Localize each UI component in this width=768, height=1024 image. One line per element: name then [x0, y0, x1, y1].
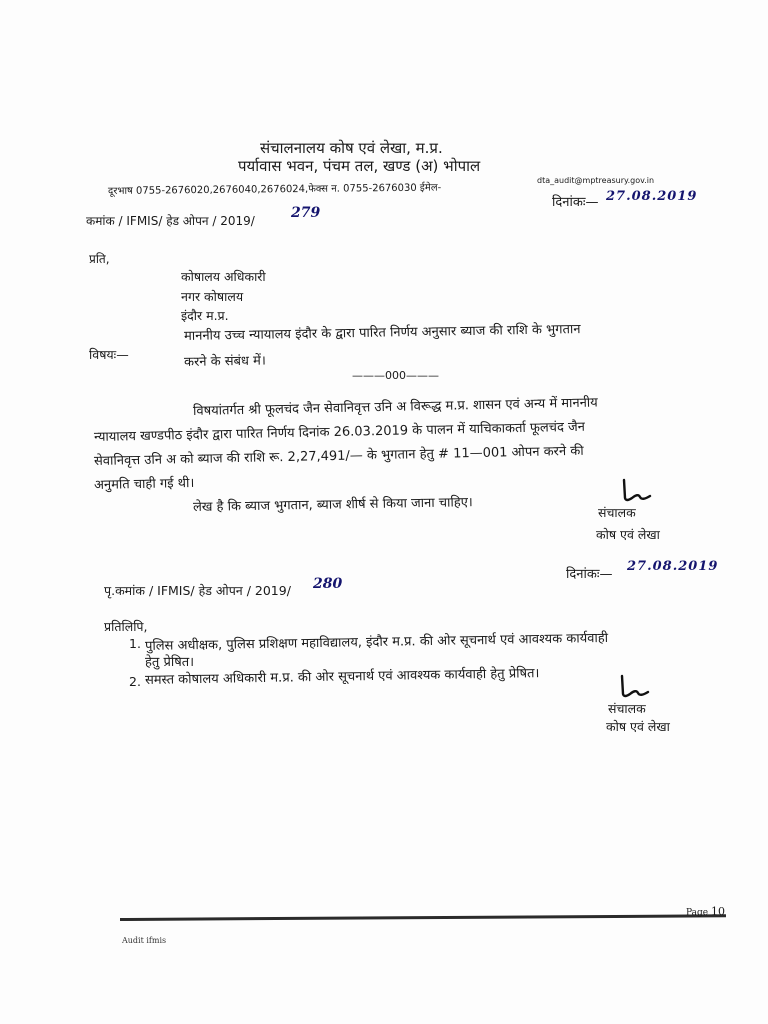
- letter-reference-number: 279: [291, 205, 321, 221]
- recipient-line: नगर कोषालय: [181, 289, 244, 304]
- body-line: अनुमति चाही गई थी।: [93, 475, 195, 493]
- subject-label: विषयः—: [89, 347, 129, 362]
- body-line: न्यायालय खण्डपीठ इंदौर द्वारा पारित निर्णय दिनांक 26.03.2019 के पालन में याचिकाकर्ता फूलचंद जैन: [93, 419, 586, 445]
- copy-label: प्रतिलिपि,: [104, 619, 148, 634]
- copy-item-line: पुलिस अधीक्षक, पुलिस प्रशिक्षण महाविद्यालय, इंदौर म.प्र. की ओर सूचनार्थ एवं आवश्यक कार्यवाही: [144, 630, 609, 654]
- page-number-value: 10: [710, 905, 725, 918]
- copy-item-number: 2.: [129, 674, 141, 689]
- recipient-line: इंदौर म.प्र.: [181, 308, 229, 323]
- contact-line: दूरभाष 0755-2676020,2676040,2676024,फेक्स न. 0755-2676030 ईमेल-: [107, 182, 442, 197]
- letter-reference-label: कमांक / IFMIS/ हेड ओपन / 2019/: [86, 214, 255, 228]
- signatory-title: संचालक: [608, 701, 646, 716]
- page-number: [686, 905, 725, 918]
- signature-icon: [618, 674, 652, 700]
- signatory-dept: कोष एवं लेखा: [606, 719, 670, 734]
- page-label: Page: [686, 908, 709, 918]
- contact-email: dta_audit@mptreasury.gov.in: [537, 176, 655, 185]
- endorsement-date-label: दिनांकः—: [566, 567, 613, 582]
- subject-line: माननीय उच्च न्यायालय इंदौर के द्वारा पारित निर्णय अनुसार ब्याज की राशि के भुगतान: [183, 322, 581, 344]
- body-line: सेवानिवृत्त उनि अ को ब्याज की राशि रू. 2,27,491/— के भुगतान हेतु # 11—001 ओपन करने की: [93, 443, 584, 469]
- body-line: विषयांतर्गत श्री फूलचंद जैन सेवानिवृत्त उनि अ विरूद्ध म.प्र. शासन एवं अन्य में माननीय: [192, 395, 598, 419]
- recipient-line: कोषालय अधिकारी: [181, 269, 266, 284]
- signatory-title: संचालक: [598, 505, 636, 520]
- copy-item-number: 1.: [129, 636, 141, 651]
- endorsement-reference-label: पृ.कमांक / IFMIS/ हेड ओपन / 2019/: [104, 583, 291, 598]
- endorsement-date-handwritten: 27.08.2019: [627, 559, 719, 574]
- office-address: पर्यावास भवन, पंचम तल, खण्ड (अ) भोपाल: [238, 157, 481, 175]
- copy-item-line: हेतु प्रेषित।: [145, 655, 195, 670]
- endorsement-reference-number: 280: [313, 576, 343, 592]
- signatory-dept: कोष एवं लेखा: [596, 527, 660, 542]
- letter-date-handwritten: 27.08.2019: [606, 189, 698, 204]
- to-label: प्रति,: [89, 252, 110, 266]
- copy-item-line: समस्त कोषालय अधिकारी म.प्र. की ओर सूचनार्थ एवं आवश्यक कार्यवाही हेतु प्रेषित।: [144, 666, 540, 688]
- footer-rule: [120, 914, 726, 921]
- footer-doc-name: Audit ifmis: [122, 936, 167, 945]
- instruction-line: लेख है कि ब्याज भुगतान, ब्याज शीर्ष से किया जाना चाहिए।: [192, 495, 473, 515]
- office-title: संचालनालय कोष एवं लेखा, म.प्र.: [260, 139, 443, 157]
- letter-date-label: दिनांकः—: [552, 195, 599, 210]
- signature-icon: [620, 478, 654, 504]
- subject-line: करने के संबंध में।: [183, 353, 266, 370]
- separator: ———000———: [352, 369, 439, 382]
